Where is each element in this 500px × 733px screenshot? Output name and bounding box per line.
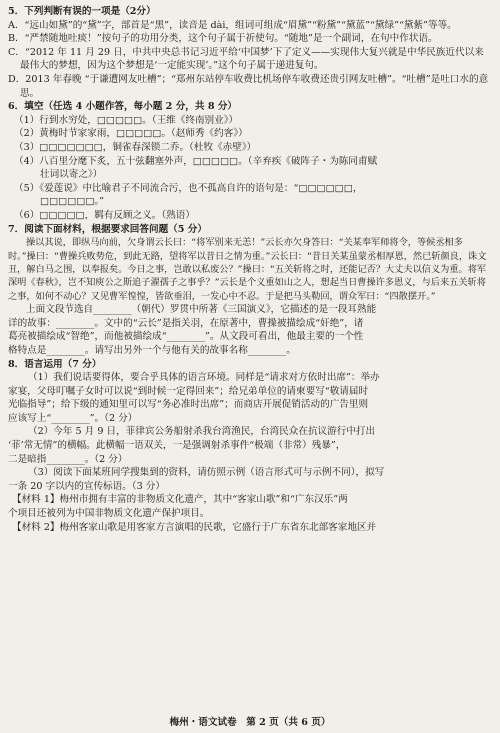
question-8-heading: 8．语言运用（7 分） [8, 358, 102, 370]
question-5-option-c: C．“2012 年 11 月 29 日，中共中央总书记习近平给‘中国梦’下了定义——实现伟大复兴就是中华民族近代以来最伟大的梦想，因为这个梦想是‘一定能实现’。”这个句子属于递进复句。 [8, 46, 484, 72]
question-8-part-1-line-3: 光临指导”；给下级的通知里可以写“务必准时出席”；而商店开展促销活动的广告里则 [8, 399, 369, 411]
question-8-part-1: （1）我们说话要得体，要合乎具体的语言环境。同样是“请求对方依时出席”：举办 [28, 372, 380, 384]
question-8-part-1-line-4: 应该写上“________”。（2 分） [8, 412, 138, 424]
question-7-answer-line-3: 葛亮被描绘成“智绝”，而他被描绘成“________”。从文段可看出，他最主要的一个性 [8, 331, 364, 343]
question-6-item-1: （1）行到水穷处，□□□□□。（王维《终南别业》） [14, 114, 239, 126]
question-5 [8, 5, 490, 100]
material-1-line-2: 个项目还被列为中国非物质文化遗产保护项目。 [8, 508, 210, 520]
material-1: 【材料 1】梅州市拥有丰富的非物质文化遗产，其中“客家山歌”和“广东汉乐”两 [12, 494, 348, 506]
question-7-answer-line-2: 详的故事：________。文中的“云长”是指关羽，在原著中，曹操被描绘成“奸绝”，诸 [8, 317, 364, 329]
question-7-passage: 操以其说，即纵马向前，欠身谓云长曰：“将军别来无恙！”云长亦欠身答曰：“关某奉军师将令，等候丞相多时。”操曰：“曹操兵败势危，到此无路，望将军以昔日之情为重。”云长曰：“昔日关某虽蒙丞相厚恩，然已斩颜良，诛文丑，解白马之围，以奉报矣。今日之事，岂敢以私废公？”操曰：“五关斩将之时，还能记否？大丈夫以信义为重。将军深明《春秋》，岂不知庾公之斯追子濯孺子之事乎？”云长是个义重如山之人，想起当日曹操许多恩义，与后来五关斩将之事，如何不动心？又见曹军惶惶，皆欲垂泪，一发心中不忍。于是把马头勒回，谓众军曰：“四散摆开。” [8, 237, 487, 302]
question-5-option-b: B．“严禁随地吐痰！”按句子的功用分类，这个句子属于祈使句。“随地”是一个副词，在句中作状语。 [8, 33, 438, 45]
question-7-heading: 7．阅读下面材料，根据要求回答问题（5 分） [8, 223, 207, 235]
question-8-part-2-line-3: 二是暗指________。（2 分） [8, 453, 128, 465]
question-7-answer-line-1: 上面文段节选自________（朝代）罗贯中所著《三国演义》，它描述的是一段耳熟能 [26, 304, 377, 316]
question-6 [8, 100, 490, 222]
question-6-item-3: （3）□□□□□□□，铜雀春深锁二乔。（杜牧《赤壁》） [14, 141, 257, 153]
question-8-part-3: （3）阅读下面某班同学搜集到的资料，请仿照示例（语言形式可与示例不同），拟写 [28, 467, 385, 479]
question-6-item-5: （5）《爱莲说》中比喻君子不同流合污，也不孤高自许的语句是：“□□□□□□， [14, 182, 363, 194]
question-8-part-3-line-2: 一条 20 字以内的宣传标语。（3 分） [8, 480, 165, 492]
question-5-option-a: A．“远山如黛”的“黛”字，部首是“黑”，读音是 dài，组词可组成“眉黛”“粉黛”“黛蓝”“黛绿”“黛紫”等等。 [8, 19, 457, 31]
question-6-item-4: （4）八百里分麾下炙，五十弦翻塞外声，□□□□□。（辛弃疾《破阵子・为陈同甫赋 [14, 155, 378, 167]
question-6-item-2: （2）黄梅时节家家雨，□□□□□。（赵师秀《约客》） [14, 128, 248, 140]
page-footer: 梅州・语文试卷 第 2 页（共 6 页） [169, 717, 331, 729]
question-7-answer-line-4: 格特点是________。请写出另外一个与他有关的故事名称________。 [8, 344, 296, 356]
question-6-item-5-cont: □□□□□□。” [40, 196, 105, 208]
question-8-part-2: （2）今年 5 月 9 日，菲律宾公务船射杀我台湾渔民，台湾民众在抗议游行中打出 [28, 426, 376, 438]
question-6-item-4-cont: 壮词以寄之》） [40, 169, 103, 181]
question-5-option-d: D．2013 年春晚 “于谦遭网友吐槽”；“郑州东站停车收费比机场停车收费还贵引网友吐槽”。“吐槽”是吐口水的意思。 [8, 73, 489, 99]
question-8-part-1-line-2: 家宴，父母叮嘱子女时可以说“到时候一定得回来”；给兄弟单位的请柬要写“敬请届时 [8, 385, 369, 397]
question-8-part-2-line-2: ‘菲’常无情”的横幅。此横幅一语双关，一是强调射杀事件“极端（非常）残暴”， [8, 440, 346, 452]
question-6-heading: 6．填空（任选 4 小题作答，每小题 2 分，共 8 分） [8, 101, 238, 113]
material-2: 【材料 2】梅州客家山歌是用客家方言演唱的民歌，它盛行于广东省东北部客家地区并 [12, 521, 377, 533]
question-7 [8, 223, 490, 358]
question-8 [8, 358, 490, 535]
question-6-item-6: （6）□□□□□，羁有反顾之义。（熟语） [14, 209, 195, 221]
question-5-heading: 5．下列判断有误的一项是（2分） [8, 6, 156, 17]
